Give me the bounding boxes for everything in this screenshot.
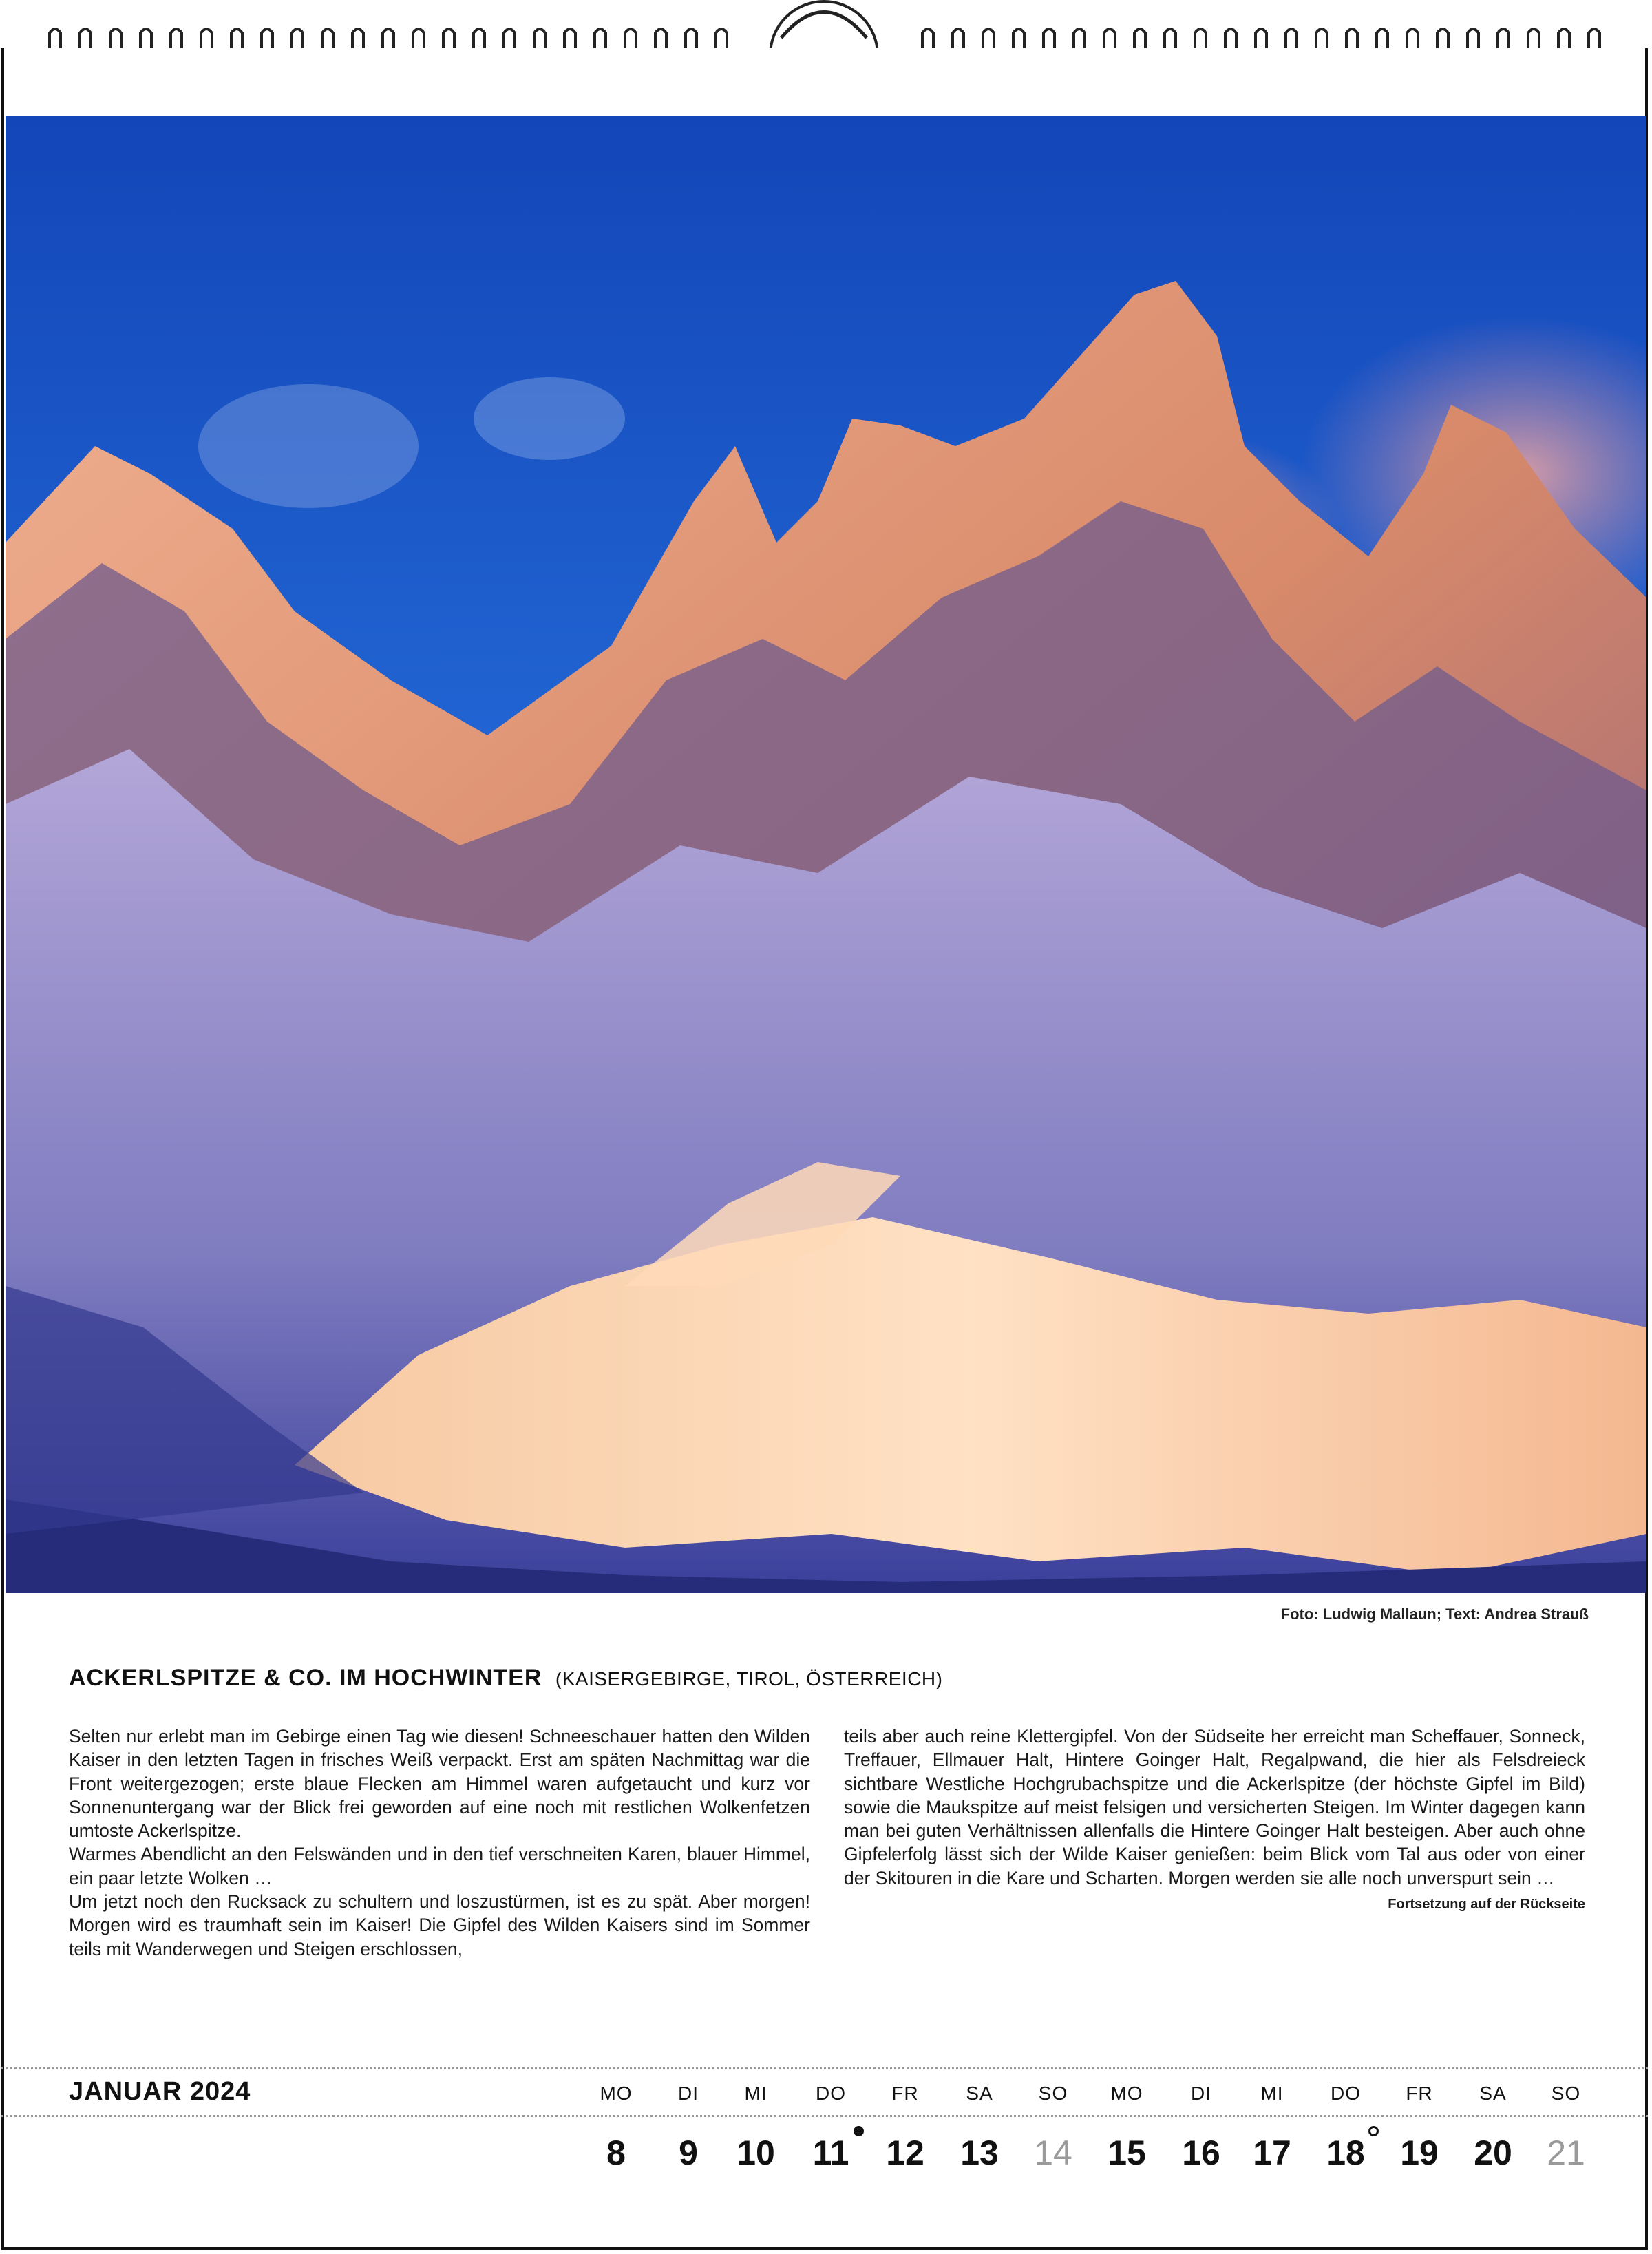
weekday-label: DO — [816, 2083, 846, 2104]
photo-credit: Foto: Ludwig Mallaun; Text: Andrea Strauß — [1280, 1605, 1589, 1623]
photo-caption-heading — [69, 1665, 942, 1692]
weekday-label: DI — [1191, 2083, 1211, 2104]
caption-title: ACKERLSPITZE & CO. IM HOCHWINTER — [69, 1665, 542, 1691]
weekday-label: FR — [891, 2083, 919, 2104]
day-number: 21 — [1547, 2134, 1585, 2172]
weekday-label: DO — [1331, 2083, 1361, 2104]
day-number: 13 — [960, 2134, 999, 2172]
description-column-2 — [844, 1725, 1585, 1916]
weekday-label: DI — [678, 2083, 699, 2104]
day-number: 12 — [886, 2134, 924, 2172]
description-paragraph: Um jetzt noch den Rucksack zu schultern und loszustürmen, ist es zu spät. Aber morgen! Morgen wird es traumhaft sein im Kaiser! Die Gipfel des Wilden Kaisers sind im Sommer teils mit Wanderwegen und Steigen erschlossen, — [69, 1891, 810, 1959]
day-number: 20 — [1474, 2134, 1512, 2172]
first-quarter-icon — [1368, 2126, 1379, 2136]
day-number: 10 — [737, 2134, 775, 2172]
description-paragraph: teils aber auch reine Klettergipfel. Von der Südseite her erreicht man Scheffauer, Sonneck, Treffauer, Ellmauer Halt, Hintere Goinger Halt, Regalpwand, die hier als Felsdreieck sichtbare Westliche Hochgrubachspitze und die Ackerlspitze (der höchste Gipfel im Bild) sowie die Maukspitze auf meist felsigen und versicherten Steigen. Im Winter dagegen kann man bei guten Verhältnissen allenfalls die Hintere Goinger Halt besteigen. Aber auch ohne Gipfelerfolg lässt sich der Wilde Kaiser genießen: beim Blick vom Tal aus oder von einer der Skitouren in die Kare und Scharten. Morgen werden sie alle noch unverspurt sein … — [844, 1726, 1585, 1888]
weekday-label: FR — [1406, 2083, 1433, 2104]
day-number: 8 — [606, 2134, 626, 2172]
month-label: JANUAR 2024 — [69, 2077, 251, 2106]
calendar-divider-middle — [1, 2115, 1648, 2117]
weekday-label: SA — [1479, 2083, 1507, 2104]
description-paragraph: Selten nur erlebt man im Gebirge einen Tag wie diesen! Schneeschauer hatten den Wilden Kaiser in den letzten Tagen in frisches Weiß verpackt. Erst am späten Nachmittag war die Front weitergezogen; erste blaue Flecken am Himmel waren aufgetaucht und kurz vor Sonnenuntergang war der Blick frei geworden auf eine noch mit restlichen Wolkenfetzen umtoste Ackerlspitze. — [69, 1726, 810, 1842]
weekday-label: SO — [1038, 2083, 1068, 2104]
day-number: 15 — [1108, 2134, 1146, 2172]
description-paragraph: Warmes Abendlicht an den Felswänden und in den tief verschneiten Karen, blauer Himmel, ein paar letzte Wolken … — [69, 1844, 810, 1888]
mountain-photo — [6, 116, 1646, 1593]
day-number: 19 — [1400, 2134, 1439, 2172]
caption-location: (KAISERGEBIRGE, TIROL, ÖSTERREICH) — [555, 1668, 943, 1689]
description-column-1 — [69, 1725, 810, 1961]
day-number: 11 — [812, 2134, 849, 2172]
weekday-label: MI — [744, 2083, 767, 2104]
day-number: 16 — [1182, 2134, 1220, 2172]
weekday-label: SO — [1551, 2083, 1581, 2104]
new-moon-icon — [854, 2126, 864, 2136]
weekday-label: MO — [1110, 2083, 1143, 2104]
continued-note: Fortsetzung auf der Rückseite — [1388, 1897, 1585, 1913]
day-number: 9 — [679, 2134, 698, 2172]
weekday-label: MO — [600, 2083, 633, 2104]
calendar-divider-top — [1, 2067, 1648, 2069]
day-number: 18 — [1326, 2134, 1365, 2172]
weekday-label: MI — [1260, 2083, 1284, 2104]
weekday-label: SA — [966, 2083, 993, 2104]
day-number: 14 — [1034, 2134, 1072, 2172]
day-number: 17 — [1253, 2134, 1291, 2172]
